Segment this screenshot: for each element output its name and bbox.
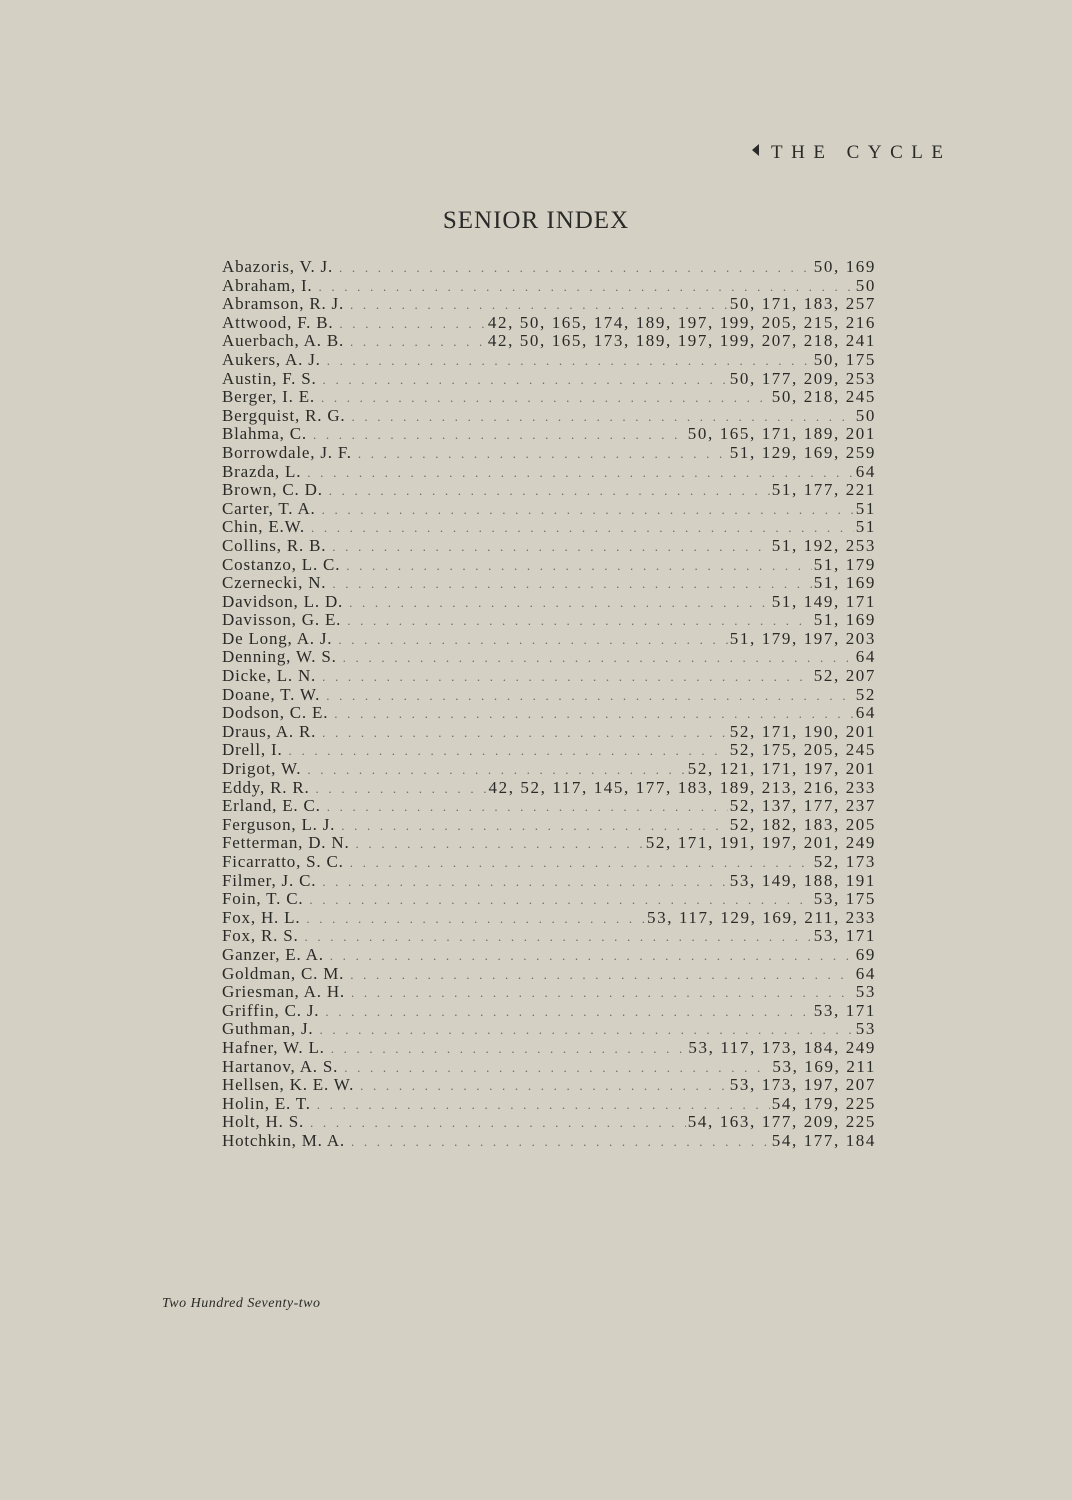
index-entry bbox=[222, 983, 876, 1002]
entry-name: Fox, H. L. bbox=[222, 908, 301, 927]
index-entry bbox=[222, 872, 876, 891]
index-entry bbox=[222, 1095, 876, 1114]
entry-pages: 53, 117, 129, 169, 211, 233 bbox=[647, 908, 876, 927]
index-entry bbox=[222, 537, 876, 556]
dot-leader bbox=[317, 1096, 770, 1114]
dot-leader bbox=[329, 482, 770, 500]
index-entry bbox=[222, 425, 876, 444]
entry-pages: 52 bbox=[855, 685, 876, 704]
entry-name: Doane, T. W. bbox=[222, 685, 321, 704]
dot-leader bbox=[351, 984, 854, 1002]
entry-name: Carter, T. A. bbox=[222, 499, 316, 518]
index-entry bbox=[222, 909, 876, 928]
entry-pages: 51, 129, 169, 259 bbox=[729, 443, 876, 462]
entry-name: Guthman, J. bbox=[222, 1020, 314, 1039]
entry-pages: 53, 117, 173, 184, 249 bbox=[688, 1038, 876, 1057]
entry-pages: 50, 218, 245 bbox=[771, 388, 876, 407]
entry-name: Dicke, L. N. bbox=[222, 667, 317, 686]
index-entry bbox=[222, 946, 876, 965]
dot-leader bbox=[323, 371, 728, 389]
entry-pages: 52, 137, 177, 237 bbox=[729, 797, 876, 816]
dot-leader bbox=[350, 854, 812, 872]
entry-name: Fetterman, D. N. bbox=[222, 834, 350, 853]
entry-name: Dodson, C. E. bbox=[222, 704, 329, 723]
entry-name: Berger, I. E. bbox=[222, 388, 315, 407]
index-entry bbox=[222, 556, 876, 575]
entry-name: Hartanov, A. S. bbox=[222, 1057, 339, 1076]
entry-name: Drell, I. bbox=[222, 741, 283, 760]
dot-leader bbox=[356, 835, 644, 853]
entry-pages: 52, 121, 171, 197, 201 bbox=[687, 760, 876, 779]
index-entry bbox=[222, 444, 876, 463]
page-title: SENIOR INDEX bbox=[442, 207, 630, 234]
index-entry bbox=[222, 648, 876, 667]
index-entry bbox=[222, 407, 876, 426]
entry-name: Eddy, R. R. bbox=[222, 778, 310, 797]
dot-leader bbox=[330, 947, 854, 965]
entry-pages: 51, 192, 253 bbox=[771, 536, 876, 555]
index-entry bbox=[222, 779, 876, 798]
index-entry bbox=[222, 481, 876, 500]
dot-leader bbox=[351, 1133, 770, 1151]
running-head-text: THE CYCLE bbox=[771, 142, 952, 163]
entry-name: Goldman, C. M. bbox=[222, 964, 345, 983]
index-entry bbox=[222, 630, 876, 649]
entry-name: Costanzo, L. C. bbox=[222, 555, 341, 574]
entry-pages: 53, 173, 197, 207 bbox=[729, 1076, 876, 1095]
entry-name: Brown, C. D. bbox=[222, 481, 323, 500]
entry-name: Abramson, R. J. bbox=[222, 295, 345, 314]
entry-pages: 51, 179, 197, 203 bbox=[729, 629, 876, 648]
dot-leader bbox=[346, 557, 812, 575]
dot-leader bbox=[334, 705, 854, 723]
entry-pages: 51, 149, 171 bbox=[771, 592, 876, 611]
dot-leader bbox=[360, 1077, 728, 1095]
entry-pages: 50, 169 bbox=[813, 258, 876, 276]
entry-name: Aukers, A. J. bbox=[222, 350, 321, 369]
entry-name: Davisson, G. E. bbox=[222, 611, 342, 630]
entry-name: Czernecki, N. bbox=[222, 574, 327, 593]
dot-leader bbox=[351, 408, 853, 426]
index-entry bbox=[222, 686, 876, 705]
dot-leader bbox=[350, 333, 486, 351]
index-entry bbox=[222, 1076, 876, 1095]
dot-leader bbox=[316, 780, 487, 798]
entry-name: Drigot, W. bbox=[222, 760, 302, 779]
dot-leader bbox=[305, 928, 812, 946]
index-entry bbox=[222, 593, 876, 612]
entry-name: De Long, A. J. bbox=[222, 629, 333, 648]
dot-leader bbox=[327, 352, 812, 370]
index-entry bbox=[222, 723, 876, 742]
index-entry bbox=[222, 797, 876, 816]
dot-leader bbox=[339, 259, 812, 277]
entry-pages: 53, 171 bbox=[813, 927, 876, 946]
index-entry bbox=[222, 295, 876, 314]
entry-name: Hafner, W. L. bbox=[222, 1038, 325, 1057]
entry-name: Hotchkin, M. A. bbox=[222, 1131, 345, 1150]
index-entry bbox=[222, 1020, 876, 1039]
index-entry bbox=[222, 314, 876, 333]
entry-name: Filmer, J. C. bbox=[222, 871, 317, 890]
dot-leader bbox=[318, 278, 853, 296]
entry-name: Erland, E. C. bbox=[222, 797, 321, 816]
left-arrow-icon bbox=[752, 144, 759, 156]
index-entry bbox=[222, 1132, 876, 1151]
entry-pages: 54, 177, 184 bbox=[771, 1131, 876, 1150]
entry-pages: 69 bbox=[855, 945, 876, 964]
entry-pages: 53, 169, 211 bbox=[772, 1057, 876, 1076]
entry-pages: 51, 169 bbox=[813, 574, 876, 593]
dot-leader bbox=[326, 687, 854, 705]
dot-leader bbox=[344, 1059, 770, 1077]
dot-leader bbox=[349, 594, 770, 612]
entry-name: Bergquist, R. G. bbox=[222, 406, 346, 425]
dot-leader bbox=[322, 501, 854, 519]
dot-leader bbox=[350, 966, 854, 984]
index-entry bbox=[222, 277, 876, 296]
entry-pages: 50 bbox=[855, 406, 876, 425]
index-entry bbox=[222, 463, 876, 482]
entry-name: Fox, R. S. bbox=[222, 927, 299, 946]
index-entry bbox=[222, 258, 876, 277]
entry-pages: 42, 50, 165, 174, 189, 197, 199, 205, 215, 216 bbox=[487, 313, 876, 332]
entry-name: Griesman, A. H. bbox=[222, 983, 345, 1002]
entry-name: Ficarratto, S. C. bbox=[222, 853, 344, 871]
entry-pages: 50, 171, 183, 257 bbox=[729, 295, 876, 314]
entry-pages: 42, 50, 165, 173, 189, 197, 199, 207, 218, 241 bbox=[487, 332, 876, 351]
entry-pages: 54, 179, 225 bbox=[771, 1094, 876, 1113]
entry-name: Hellsen, K. E. W. bbox=[222, 1076, 355, 1095]
entry-name: Chin, E.W. bbox=[222, 518, 305, 537]
entry-name: Griffin, C. J. bbox=[222, 1001, 320, 1020]
entry-pages: 53 bbox=[855, 1020, 876, 1039]
index-entry bbox=[222, 1002, 876, 1021]
entry-pages: 51 bbox=[855, 518, 876, 537]
entry-pages: 51, 169 bbox=[813, 611, 876, 630]
entry-name: Draus, A. R. bbox=[222, 722, 317, 741]
index-entry bbox=[222, 1058, 876, 1077]
index-entry bbox=[222, 574, 876, 593]
running-head bbox=[752, 142, 951, 164]
dot-leader bbox=[341, 817, 728, 835]
entry-pages: 53, 175 bbox=[813, 890, 876, 909]
entry-name: Austin, F. S. bbox=[222, 369, 317, 388]
dot-leader bbox=[331, 1040, 687, 1058]
dot-leader bbox=[307, 761, 685, 779]
index-entry bbox=[222, 760, 876, 779]
dot-leader bbox=[350, 296, 728, 314]
dot-leader bbox=[347, 612, 812, 630]
index-entry bbox=[222, 927, 876, 946]
index-entry bbox=[222, 518, 876, 537]
entry-pages: 64 bbox=[855, 964, 876, 983]
dot-leader bbox=[338, 631, 727, 649]
index-entry bbox=[222, 667, 876, 686]
index-entry bbox=[222, 1039, 876, 1058]
entry-pages: 64 bbox=[855, 648, 876, 667]
dot-leader bbox=[322, 668, 812, 686]
entry-pages: 52, 175, 205, 245 bbox=[729, 741, 876, 760]
dot-leader bbox=[322, 724, 728, 742]
index-entry bbox=[222, 741, 876, 760]
index-entry bbox=[222, 890, 876, 909]
entry-name: Holin, E. T. bbox=[222, 1094, 311, 1113]
entry-pages: 64 bbox=[855, 704, 876, 723]
entry-name: Blahma, C. bbox=[222, 425, 307, 444]
dot-leader bbox=[307, 464, 854, 482]
entry-name: Attwood, F. B. bbox=[222, 313, 334, 332]
entry-name: Foin, T. C. bbox=[222, 890, 304, 909]
dot-leader bbox=[321, 389, 770, 407]
entry-pages: 64 bbox=[855, 462, 876, 481]
index-entry bbox=[222, 388, 876, 407]
entry-pages: 50, 175 bbox=[813, 350, 876, 369]
dot-leader bbox=[313, 426, 686, 444]
entry-pages: 53 bbox=[855, 983, 876, 1002]
index-entry bbox=[222, 704, 876, 723]
index-entry bbox=[222, 853, 876, 872]
dot-leader bbox=[322, 873, 728, 891]
senior-index-list bbox=[222, 258, 876, 1151]
dot-leader bbox=[306, 910, 645, 928]
entry-pages: 52, 173 bbox=[813, 853, 876, 871]
index-entry bbox=[222, 816, 876, 835]
entry-pages: 54, 163, 177, 209, 225 bbox=[687, 1113, 876, 1132]
entry-name: Auerbach, A. B. bbox=[222, 332, 345, 351]
entry-pages: 50, 177, 209, 253 bbox=[729, 369, 876, 388]
dot-leader bbox=[311, 519, 854, 537]
entry-name: Brazda, L. bbox=[222, 462, 302, 481]
index-entry bbox=[222, 1113, 876, 1132]
index-entry bbox=[222, 611, 876, 630]
dot-leader bbox=[332, 538, 770, 556]
entry-pages: 50, 165, 171, 189, 201 bbox=[687, 425, 876, 444]
entry-pages: 52, 171, 190, 201 bbox=[729, 722, 876, 741]
index-entry bbox=[222, 332, 876, 351]
entry-name: Holt, H. S. bbox=[222, 1113, 305, 1132]
entry-name: Abraham, I. bbox=[222, 276, 313, 295]
dot-leader bbox=[343, 649, 854, 667]
index-entry bbox=[222, 500, 876, 519]
entry-name: Collins, R. B. bbox=[222, 536, 327, 555]
dot-leader bbox=[309, 891, 811, 909]
dot-leader bbox=[339, 315, 486, 333]
entry-name: Ganzer, E. A. bbox=[222, 945, 324, 964]
entry-name: Abazoris, V. J. bbox=[222, 258, 334, 276]
dot-leader bbox=[289, 742, 728, 760]
entry-pages: 51, 179 bbox=[813, 555, 876, 574]
entry-pages: 51 bbox=[855, 499, 876, 518]
entry-pages: 42, 52, 117, 145, 177, 183, 189, 213, 216, 233 bbox=[488, 778, 876, 797]
entry-pages: 52, 171, 191, 197, 201, 249 bbox=[645, 834, 876, 853]
dot-leader bbox=[358, 445, 728, 463]
entry-pages: 53, 171 bbox=[813, 1001, 876, 1020]
entry-pages: 50 bbox=[855, 276, 876, 295]
entry-name: Denning, W. S. bbox=[222, 648, 337, 667]
dot-leader bbox=[319, 1021, 853, 1039]
index-entry bbox=[222, 834, 876, 853]
dot-leader bbox=[332, 575, 811, 593]
index-entry bbox=[222, 370, 876, 389]
dot-leader bbox=[310, 1114, 686, 1132]
entry-pages: 51, 177, 221 bbox=[771, 481, 876, 500]
entry-pages: 52, 182, 183, 205 bbox=[729, 815, 876, 834]
entry-name: Ferguson, L. J. bbox=[222, 815, 336, 834]
dot-leader bbox=[327, 798, 728, 816]
entry-name: Davidson, L. D. bbox=[222, 592, 344, 611]
entry-pages: 52, 207 bbox=[813, 667, 876, 686]
index-entry bbox=[222, 965, 876, 984]
entry-name: Borrowdale, J. F. bbox=[222, 443, 352, 462]
dot-leader bbox=[325, 1003, 811, 1021]
page-number: Two Hundred Seventy-two bbox=[162, 1296, 321, 1311]
index-entry bbox=[222, 351, 876, 370]
entry-pages: 53, 149, 188, 191 bbox=[729, 871, 876, 890]
